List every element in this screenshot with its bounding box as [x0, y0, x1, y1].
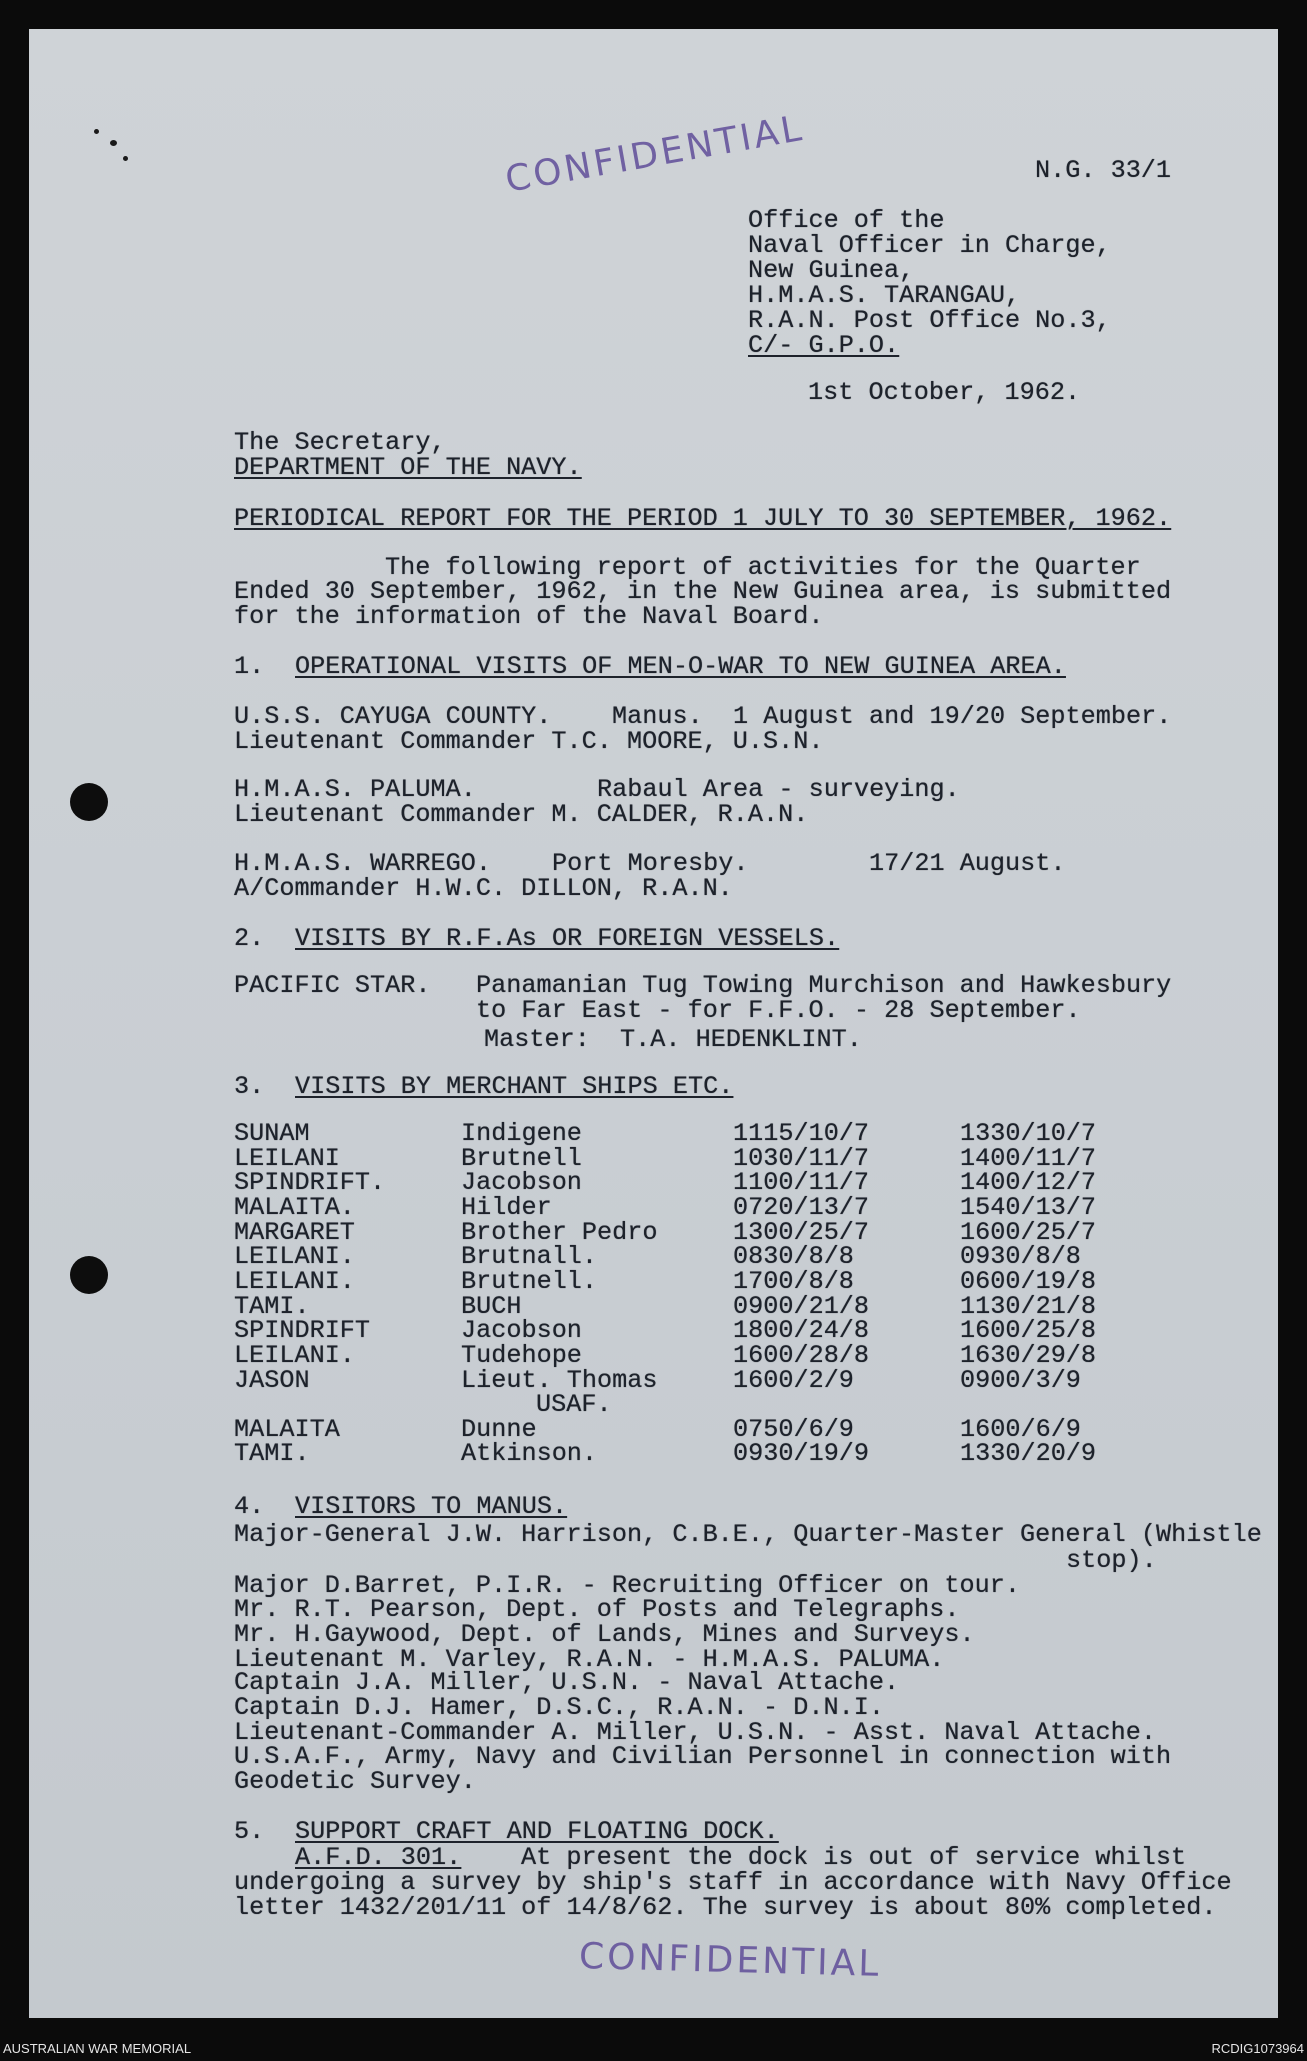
paragraph-line: letter 1432/201/11 of 14/8/62. The survey is about 80% completed. [234, 1893, 1217, 1922]
arrival-time: 0930/19/9 [733, 1439, 870, 1468]
master-name: Atkinson. [461, 1439, 598, 1468]
departure-time: 0900/3/9 [960, 1366, 1081, 1395]
confidential-stamp-bottom: CONFIDENTIAL [578, 1936, 882, 1985]
file-reference: N.G. 33/1 [1035, 156, 1172, 185]
visitor-line: Mr. H.Gaywood, Dept. of Lands, Mines and Surveys. [234, 1620, 975, 1649]
departure-time: 1600/25/7 [960, 1218, 1097, 1247]
departure-time: 1600/6/9 [960, 1415, 1081, 1444]
departure-time: 1400/12/7 [960, 1168, 1097, 1197]
master-note: USAF. [536, 1390, 612, 1419]
arrival-time: 0750/6/9 [733, 1415, 854, 1444]
ship-name: MARGARET [234, 1218, 355, 1247]
arrival-time: 1700/8/8 [733, 1267, 854, 1296]
ship-name: SUNAM [234, 1119, 310, 1148]
commanding-officer: Lieutenant Commander T.C. MOORE, U.S.N. [234, 727, 824, 756]
ship-name: LEILANI [234, 1144, 340, 1173]
arrival-time: 1600/28/8 [733, 1341, 870, 1370]
ink-speck [123, 156, 128, 161]
item-label: A.F.D. 301. [295, 1843, 462, 1872]
visitor-line: Lieutenant-Commander A. Miller, U.S.N. - Asst. Naval Attache. [234, 1718, 1157, 1747]
visitor-line: Major-General J.W. Harrison, C.B.E., Quarter-Master General (Whistle [234, 1520, 1262, 1549]
ship-name: MALAITA [234, 1415, 340, 1444]
master-name: Brutnell. [461, 1267, 598, 1296]
ship-name: TAMI. [234, 1292, 310, 1321]
visitor-line: Geodetic Survey. [234, 1767, 476, 1796]
section-heading: SUPPORT CRAFT AND FLOATING DOCK. [295, 1817, 779, 1846]
section-heading: VISITS BY MERCHANT SHIPS ETC. [295, 1072, 734, 1101]
table-row [0, 1195, 1307, 1220]
ship-name: LEILANI. [234, 1242, 355, 1271]
address-line: C/- G.P.O. [748, 331, 900, 360]
ship-name: TAMI. [234, 1439, 310, 1468]
confidential-stamp-top: CONFIDENTIAL [502, 107, 808, 201]
table-row [0, 1146, 1307, 1171]
ship-name: MALAITA. [234, 1193, 355, 1222]
visit-dates: 17/21 August. [869, 849, 1066, 878]
master-name: Dunne [461, 1415, 537, 1444]
archive-id: RCDIG1073964 [1211, 2041, 1304, 2056]
table-row [0, 1170, 1307, 1195]
punch-hole [70, 783, 108, 821]
visitor-line: Captain D.J. Hamer, D.S.C., R.A.N. - D.N.I. [234, 1693, 884, 1722]
section-heading: OPERATIONAL VISITS OF MEN-O-WAR TO NEW GUINEA AREA. [295, 652, 1066, 681]
section-number: 1. [234, 652, 265, 681]
archive-credit: AUSTRALIAN WAR MEMORIAL [3, 2041, 192, 2056]
table-row [0, 1318, 1307, 1343]
master-name: BUCH [461, 1292, 522, 1321]
master-name: Brutnell [461, 1144, 582, 1173]
subject-line: PERIODICAL REPORT FOR THE PERIOD 1 JULY TO 30 SEPTEMBER, 1962. [234, 504, 1172, 533]
arrival-time: 0830/8/8 [733, 1242, 854, 1271]
master-name: Jacobson [461, 1316, 582, 1345]
arrival-time: 1030/11/7 [733, 1144, 870, 1173]
table-row [0, 1343, 1307, 1368]
section-heading: VISITS BY R.F.As OR FOREIGN VESSELS. [295, 924, 840, 953]
departure-time: 1130/21/8 [960, 1292, 1097, 1321]
paragraph-line: Ended 30 September, 1962, in the New Guinea area, is submitted [234, 577, 1172, 606]
arrival-time: 0900/21/8 [733, 1292, 870, 1321]
master-name: Hilder [461, 1193, 552, 1222]
arrival-time: 1100/11/7 [733, 1168, 870, 1197]
addressee-title: The Secretary, [234, 428, 446, 457]
table-row [0, 1269, 1307, 1294]
vessel-master: Master: T.A. HEDENKLINT. [484, 1025, 862, 1054]
addressee-department: DEPARTMENT OF THE NAVY. [234, 453, 582, 482]
table-row [0, 1294, 1307, 1319]
ship-name: SPINDRIFT [234, 1316, 371, 1345]
address-line: New Guinea, [748, 256, 915, 285]
vessel-details: to Far East - for F.F.O. - 28 September. [476, 996, 1081, 1025]
departure-time: 1400/11/7 [960, 1144, 1097, 1173]
letter-date: 1st October, 1962. [808, 378, 1081, 407]
paragraph-line: for the information of the Naval Board. [234, 602, 824, 631]
section-number: 3. [234, 1072, 265, 1101]
paragraph-line: undergoing a survey by ship's staff in accordance with Navy Office [234, 1868, 1232, 1897]
departure-time: 1330/20/9 [960, 1439, 1097, 1468]
section-number: 4. [234, 1492, 265, 1521]
visit-place: Manus. [612, 702, 703, 731]
arrival-time: 1300/25/7 [733, 1218, 870, 1247]
table-row [0, 1244, 1307, 1269]
departure-time: 1600/25/8 [960, 1316, 1097, 1345]
paragraph-line: The following report of activities for the Quarter [385, 553, 1141, 582]
vessel-details: Panamanian Tug Towing Murchison and Hawkesbury [476, 971, 1172, 1000]
vessel-name: PACIFIC STAR. [234, 971, 431, 1000]
master-name: Indigene [461, 1119, 582, 1148]
visit-place: Port Moresby. [552, 849, 749, 878]
departure-time: 1540/13/7 [960, 1193, 1097, 1222]
departure-time: 0600/19/8 [960, 1267, 1097, 1296]
visitor-line: stop). [1066, 1546, 1157, 1575]
master-name: Brother Pedro [461, 1218, 658, 1247]
departure-time: 0930/8/8 [960, 1242, 1081, 1271]
visit-place: Rabaul Area - surveying. [597, 775, 960, 804]
ship-name: JASON [234, 1366, 310, 1395]
arrival-time: 1115/10/7 [733, 1119, 870, 1148]
vessel-name: H.M.A.S. PALUMA. [234, 775, 476, 804]
vessel-name: U.S.S. CAYUGA COUNTY. [234, 702, 552, 731]
ink-speck [110, 140, 117, 146]
arrival-time: 1800/24/8 [733, 1316, 870, 1345]
commanding-officer: Lieutenant Commander M. CALDER, R.A.N. [234, 800, 809, 829]
visitor-line: Major D.Barret, P.I.R. - Recruiting Officer on tour. [234, 1571, 1020, 1600]
master-name: Lieut. Thomas [461, 1366, 658, 1395]
visitor-line: Captain J.A. Miller, U.S.N. - Naval Attache. [234, 1668, 900, 1697]
table-row [0, 1121, 1307, 1146]
vessel-name: H.M.A.S. WARREGO. [234, 849, 491, 878]
master-name: Jacobson [461, 1168, 582, 1197]
master-name: Brutnall. [461, 1242, 598, 1271]
paragraph-line: At present the dock is out of service whilst [521, 1843, 1187, 1872]
table-row [0, 1441, 1307, 1466]
ship-name: LEILANI. [234, 1341, 355, 1370]
visitor-line: U.S.A.F., Army, Navy and Civilian Personnel in connection with [234, 1742, 1172, 1771]
section-heading: VISITORS TO MANUS. [295, 1492, 568, 1521]
table-row [0, 1417, 1307, 1442]
visit-dates: 1 August and 19/20 September. [733, 702, 1172, 731]
address-line: Naval Officer in Charge, [748, 231, 1111, 260]
address-line: H.M.A.S. TARANGAU, [748, 281, 1021, 310]
departure-time: 1330/10/7 [960, 1119, 1097, 1148]
arrival-time: 1600/2/9 [733, 1366, 854, 1395]
commanding-officer: A/Commander H.W.C. DILLON, R.A.N. [234, 874, 733, 903]
address-line: R.A.N. Post Office No.3, [748, 306, 1111, 335]
table-row [0, 1368, 1307, 1393]
table-row [0, 1220, 1307, 1245]
ink-speck [94, 129, 99, 134]
ship-name: LEILANI. [234, 1267, 355, 1296]
departure-time: 1630/29/8 [960, 1341, 1097, 1370]
section-number: 5. [234, 1817, 265, 1846]
section-number: 2. [234, 924, 265, 953]
address-line: Office of the [748, 206, 945, 235]
ship-name: SPINDRIFT. [234, 1168, 386, 1197]
visitor-line: Lieutenant M. Varley, R.A.N. - H.M.A.S. PALUMA. [234, 1645, 945, 1674]
master-name: Tudehope [461, 1341, 582, 1370]
arrival-time: 0720/13/7 [733, 1193, 870, 1222]
visitor-line: Mr. R.T. Pearson, Dept. of Posts and Telegraphs. [234, 1595, 960, 1624]
